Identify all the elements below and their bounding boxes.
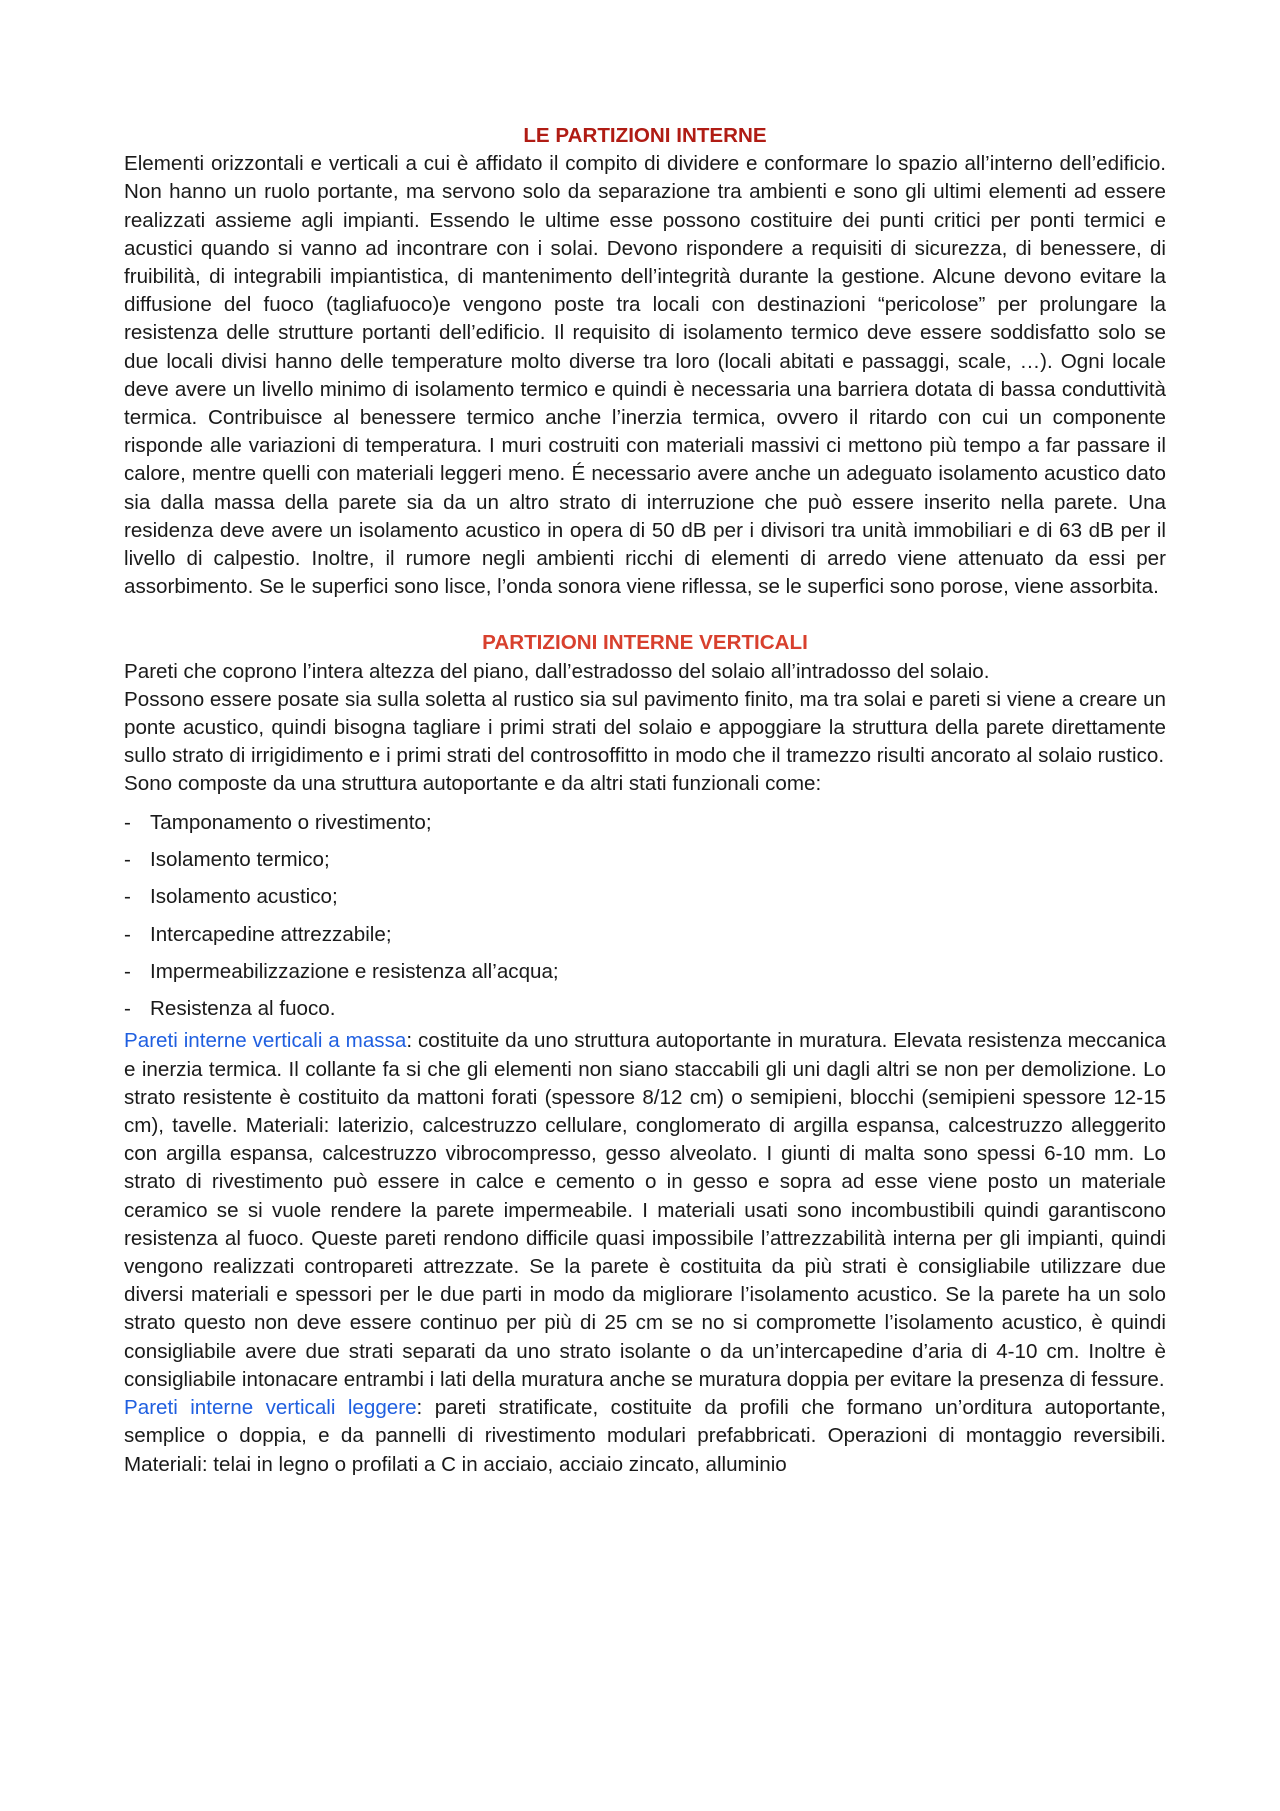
list-item: - Impermeabilizzazione e resistenza all’acqua; [124, 953, 1166, 990]
section-title-partizioni-interne: LE PARTIZIONI INTERNE [523, 124, 767, 147]
leggere-description: : pareti stratificate, costituite da profili che formano un’orditura autoportante, semplice o doppia, e da pannelli di rivestimento modulari prefabbricati. Operazioni di montaggio reversibili. Materiali: telai in legno o profilati a C in acciaio, acciaio zincato, alluminio [124, 1396, 1166, 1476]
definition-line: Pareti che coprono l’intera altezza del piano, dall’estradosso del solaio all’intradosso del solaio. [124, 659, 990, 683]
term-pareti-a-massa: Pareti interne verticali a massa [124, 1029, 407, 1053]
installation-paragraph: Possono essere posate sia sulla soletta al rustico sia sul pavimento finito, ma tra solai e pareti si viene a creare un ponte acustico, quindi bisogna tagliare i primi strati del solaio e appoggiare la struttura della parete direttamente sullo strato di irrigidimento e i primi strati del controsoffitto in modo che il tramezzo risulti ancorato al solaio rustico. [124, 687, 1166, 768]
list-item: - Tamponamento o rivestimento; [124, 804, 1166, 841]
dash-bullet-icon: - [124, 847, 131, 871]
functional-layers-list [124, 804, 1166, 1028]
leggere-paragraph [124, 1394, 1166, 1479]
intro-paragraph: Elementi orizzontali e verticali a cui è affidato il compito di dividere e conformare lo spazio all’interno dell’edificio. Non hanno un ruolo portante, ma servono solo da separazione tra ambienti e sono gli ultimi elementi ad essere realizzati assieme agli impianti. Essendo le ultime esse possono costituire dei punti critici per ponti termici e acustici quando si vanno ad incontrare con i solai. Devono rispondere a requisiti di sicurezza, di benessere, di fruibilità, di integrabili impiantistica, di mantenimento dell’integrità durante la gestione. Alcune devono evitare la diffusione del fuoco (tagliafuoco)e vengono poste tra locali con destinazioni “pericolose” per prolungare la resistenza delle strutture portanti dell’edificio. Il requisito di isolamento termico deve essere soddisfatto solo se due locali divisi hanno delle temperature molto diverse tra loro (locali abitati e passaggi, scale, …). Ogni locale deve avere un livello minimo di isolamento termico e quindi è necessaria una barriera dotata di bassa conduttività termica. Contribuisce al benessere termico anche l’inerzia termica, ovvero il ritardo con cui un componente risponde alle variazioni di temperatura. I muri costruiti con materiali massivi ci mettono più tempo a far passare il calore, mentre quelli con materiali leggeri meno. É necessario avere anche un adeguato isolamento acustico dato sia dalla massa della parete sia da un altro strato di interruzione che può essere inserito nella parete. Una residenza deve avere un isolamento acustico in opera di 50 dB per i divisori tra unità immobiliari e di 63 dB per il livello di calpestio. Inoltre, il rumore negli ambienti ricchi di elementi di arredo viene attenuato da essi per assorbimento. Se le superfici sono lisce, l’onda sonora viene riflessa, se le superfici sono porose, viene assorbita. [124, 152, 1166, 599]
list-item: - Resistenza al fuoco. [124, 990, 1166, 1027]
dash-bullet-icon: - [124, 997, 131, 1021]
massa-description: : costituite da uno struttura autoportante in muratura. Elevata resistenza meccanica e inerzia termica. Il collante fa si che gli elementi non siano staccabili gli uni dagli altri se non per demolizione. Lo strato resistente è costituito da mattoni forati (spessore 8/12 cm) o semipieni, blocchi (semipieni spessore 12-15 cm), tavelle. Materiali: laterizio, calcestruzzo cellulare, conglomerato di argilla espansa, calcestruzzo alleggerito con argilla espansa, calcestruzzo vibrocompresso, gesso alveolato. I giunti di malta sono spessi 6-10 mm. Lo strato di rivestimento può essere in calce e cemento o in gesso e sopra ad esse viene posto un materiale ceramico se si vuole rendere la parete impermeabile. I materiali usati sono incombustibili quindi garantiscono resistenza al fuoco. Queste pareti rendono difficile quasi impossibile l’attrezzabilità interna per gli impianti, quindi vengono realizzati contropareti attrezzate. Se la parete è costituita da più strati è consigliabile utilizzare due diversi materiali e spessori per le due parti in modo da migliorare l’isolamento acustico. Se la parete ha un solo strato questo non deve essere continuo per più di 25 cm se no si compromette l’isolamento acustico, è quindi consigliabile avere due strati separati da uno strato isolante o da un’intercapedine d’aria di 4-10 cm. Inoltre è consigliabile intonacare entrambi i lati della muratura anche se muratura doppia per evitare la presenza di fessure. [124, 1029, 1166, 1391]
list-item: - Isolamento termico; [124, 841, 1166, 878]
term-pareti-leggere: Pareti interne verticali leggere [124, 1396, 417, 1420]
massa-paragraph [124, 1027, 1166, 1394]
list-intro: Sono composte da una struttura autoportante e da altri stati funzionali come: [124, 772, 822, 796]
document-page [124, 122, 1166, 1479]
dash-bullet-icon: - [124, 959, 131, 983]
dash-bullet-icon: - [124, 810, 131, 834]
list-item: - Isolamento acustico; [124, 878, 1166, 915]
list-item: - Intercapedine attrezzabile; [124, 916, 1166, 953]
section-title-partizioni-verticali: PARTIZIONI INTERNE VERTICALI [482, 631, 808, 655]
dash-bullet-icon: - [124, 922, 131, 946]
dash-bullet-icon: - [124, 885, 131, 909]
